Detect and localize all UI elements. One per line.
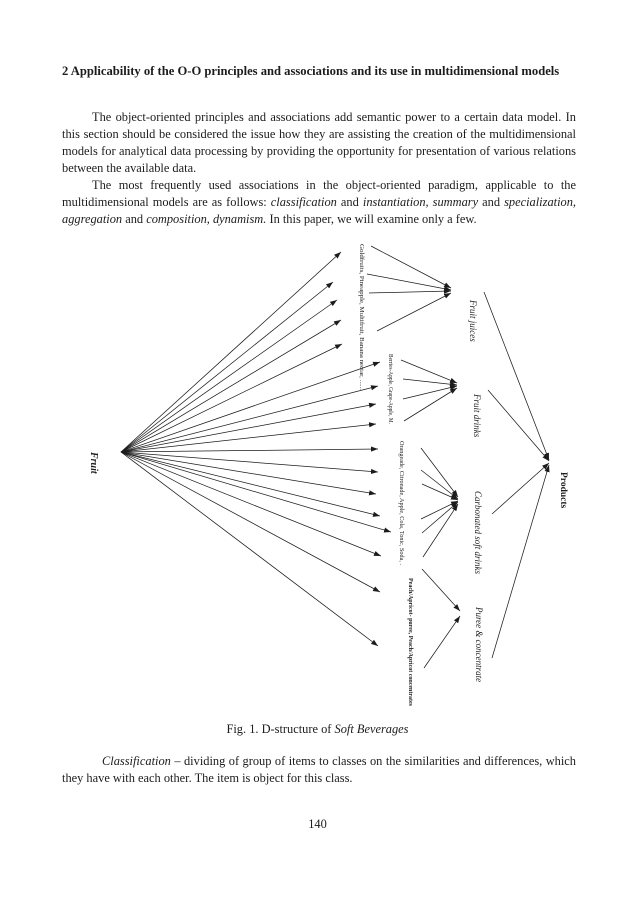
paragraph-intro: The object-oriented principles and associations add semantic power to a certain data model. In this section should be considered the issue how they are assisting the creation of the multidimensional models for analytical data processing by providing the opportunity for presentation of various relations between the available data. [62, 110, 576, 175]
arrow [121, 452, 391, 532]
arrow [421, 448, 458, 497]
category-puree-concentrate: Puree & concentrate [474, 607, 484, 683]
arrow [488, 390, 549, 461]
arrow [484, 292, 549, 460]
arrow [422, 484, 458, 500]
arrow [121, 452, 381, 556]
arrow [121, 449, 378, 452]
arrows-categories-to-products [484, 292, 549, 658]
arrow [369, 291, 451, 293]
arrow [121, 362, 380, 452]
arrow [121, 282, 333, 452]
arrow [424, 616, 460, 668]
item-list-puree: Peach/Apricot- puree, Peach/Apricot concentrates [407, 578, 414, 713]
node-fruit: Fruit [88, 452, 99, 474]
arrow [121, 424, 376, 452]
arrow [423, 504, 458, 557]
category-fruit-drinks: Fruit drinks [472, 394, 482, 438]
arrow [121, 252, 341, 452]
arrow [121, 404, 376, 452]
arrows-items-to-fruit-drinks [401, 360, 457, 421]
arrow [421, 470, 458, 499]
arrows-items-to-carbonated [421, 448, 458, 557]
item-list-fruit-drinks: Berries-Apple, Grape-Apple, M. [387, 354, 394, 437]
arrow [401, 360, 457, 383]
section-heading: 2 Applicability of the O-O principles and associations and its use in multidimensional models [62, 64, 560, 78]
arrow [403, 379, 457, 385]
arrow [367, 274, 451, 290]
arrow [377, 293, 451, 331]
arrow [121, 452, 376, 494]
paragraph-associations: The most frequently used associations in the object-oriented paradigm, applicable to the multidimensional models are as follows: classification and instantiation, summary and specialization, aggregation and composition, dynamism. In this paper, we will examine only a few. [62, 178, 577, 226]
arrow [422, 569, 460, 611]
node-products: Products [558, 472, 568, 509]
category-fruit-juices: Fruit juices [468, 300, 478, 342]
page-number: 140 [308, 817, 327, 831]
item-list-carbonated: Orangeade, Citronade, Apple, Cola, Tonic, Soda, . [398, 441, 405, 568]
arrow [403, 386, 457, 399]
paragraph-classification: Classification – dividing of group of items to classes on the similarities and differences, which they have with each other. The item is object for this class. [62, 754, 576, 785]
arrow [121, 452, 380, 592]
arrow [371, 246, 451, 288]
arrow [492, 465, 549, 658]
arrow [121, 452, 378, 472]
arrow [121, 452, 378, 646]
fan-arrows-fruit-to-items [121, 252, 391, 646]
arrow [492, 463, 549, 514]
arrow [121, 344, 342, 452]
arrows-items-to-fruit-juices [367, 246, 451, 331]
figure-caption: Fig. 1. D-structure of Soft Beverages [226, 722, 409, 736]
arrow [121, 300, 337, 452]
arrow [121, 452, 380, 516]
item-list-fruit-juices: Goldfruits, Pineapple, Multifruit, Banana nectar, ...... [358, 244, 365, 378]
category-carbonated-soft-drinks: Carbonated soft drinks [473, 491, 483, 575]
arrow [422, 502, 458, 533]
arrow [121, 320, 341, 452]
arrow [404, 388, 457, 421]
arrows-items-to-puree [422, 569, 460, 668]
arrow [121, 386, 378, 452]
arrow [421, 501, 458, 519]
